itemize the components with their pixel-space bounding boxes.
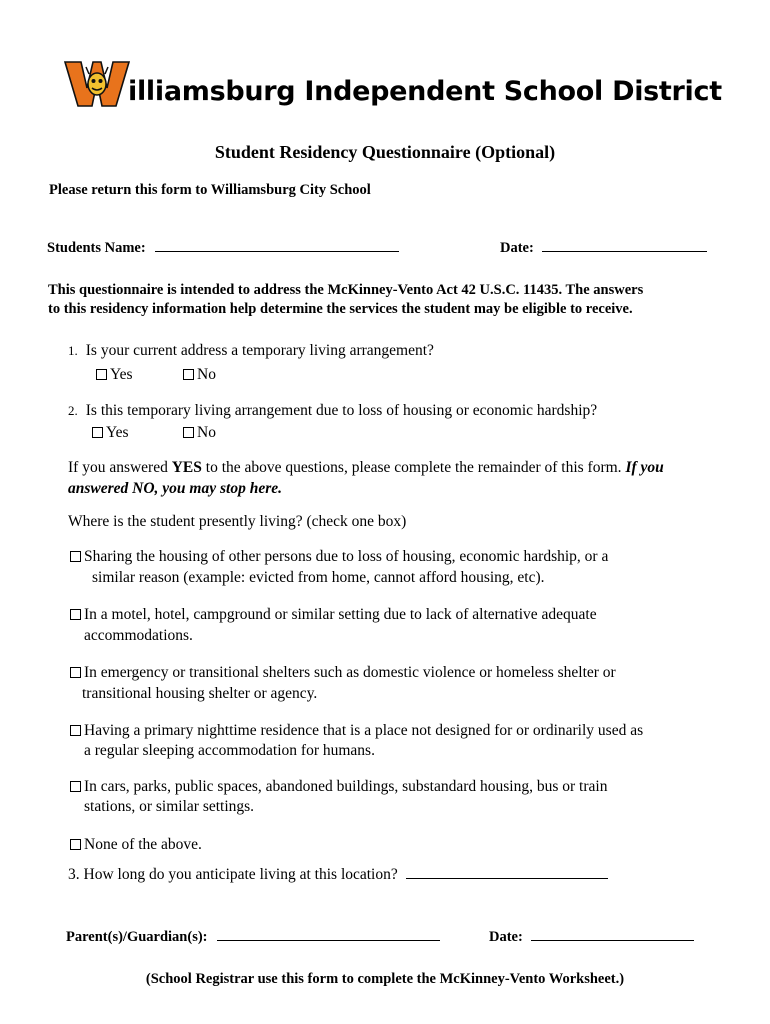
q2-no-option[interactable] xyxy=(183,424,216,442)
option-text: In emergency or transitional shelters such as domestic violence or homeless shelter or xyxy=(84,664,616,681)
guardian-label: Parent(s)/Guardian(s): xyxy=(66,929,208,945)
checkbox[interactable] xyxy=(70,725,81,736)
student-name-label: Students Name: xyxy=(47,240,146,256)
intro-line-1: This questionnaire is intended to address the McKinney-Vento Act 42 U.S.C. 11435. The answers xyxy=(48,282,644,298)
question-3 xyxy=(68,866,608,884)
student-name-field[interactable] xyxy=(155,251,399,252)
instruction-text-after: to the above questions, please complete the remainder of this form. xyxy=(201,459,626,476)
living-option-sharing[interactable] xyxy=(70,548,608,566)
living-prompt: Where is the student presently living? (check one box) xyxy=(68,513,407,530)
question-3-text: 3. How long do you anticipate living at this location? xyxy=(68,866,398,883)
option-text: Sharing the housing of other persons due to loss of housing, economic hardship, or a xyxy=(84,548,609,565)
living-option-motel[interactable] xyxy=(70,606,597,624)
instruction-stop-part-1: If you xyxy=(625,459,664,476)
intro-line-2: to this residency information help determine the services the student may be eligible to receive. xyxy=(48,301,633,317)
q1-no-option[interactable] xyxy=(183,366,216,384)
return-note: Please return this form to Williamsburg City School xyxy=(49,182,371,198)
student-date-row xyxy=(500,240,707,257)
student-date-field[interactable] xyxy=(542,251,707,252)
living-option-cars-cont: stations, or similar settings. xyxy=(84,798,255,815)
living-option-shelter[interactable] xyxy=(70,664,616,682)
guardian-date-field[interactable] xyxy=(531,940,694,941)
instruction-stop-part-2: answered NO, you may stop here. xyxy=(68,480,282,497)
checkbox[interactable] xyxy=(70,781,81,792)
living-option-cars[interactable] xyxy=(70,778,607,796)
question-3-field[interactable] xyxy=(406,878,608,879)
student-name-row xyxy=(47,240,399,257)
question-1 xyxy=(68,342,434,360)
guardian-date-row xyxy=(489,929,694,946)
question-2 xyxy=(68,402,597,420)
checkbox[interactable] xyxy=(183,427,194,438)
checkbox[interactable] xyxy=(70,667,81,678)
district-name: illiamsburg Independent School District xyxy=(128,76,722,107)
checkbox[interactable] xyxy=(183,369,194,380)
district-logo xyxy=(64,60,130,108)
no-label: No xyxy=(197,424,216,441)
guardian-row xyxy=(66,929,440,946)
checkbox[interactable] xyxy=(70,609,81,620)
yes-label: Yes xyxy=(110,366,133,383)
footer-note: (School Registrar use this form to complete the McKinney-Vento Worksheet.) xyxy=(145,971,625,987)
question-number: 2. xyxy=(68,403,78,418)
option-text: In a motel, hotel, campground or similar setting due to lack of alternative adequate xyxy=(84,606,597,623)
question-text: Is your current address a temporary living arrangement? xyxy=(85,342,434,359)
checkbox[interactable] xyxy=(70,551,81,562)
living-option-nighttime[interactable] xyxy=(70,722,643,740)
checkbox[interactable] xyxy=(70,839,81,850)
living-option-none[interactable] xyxy=(70,836,202,854)
living-option-shelter-cont: transitional housing shelter or agency. xyxy=(82,685,318,702)
question-text: Is this temporary living arrangement due to loss of housing or economic hardship? xyxy=(85,402,598,419)
q1-yes-option[interactable] xyxy=(96,366,133,384)
guardian-date-label: Date: xyxy=(489,929,523,945)
living-option-motel-cont: accommodations. xyxy=(84,627,193,644)
instruction-line-2 xyxy=(68,480,282,498)
student-date-label: Date: xyxy=(500,240,534,256)
instruction-yes: YES xyxy=(171,459,202,476)
living-option-nighttime-cont: a regular sleeping accommodation for humans. xyxy=(84,742,375,759)
checkbox[interactable] xyxy=(92,427,103,438)
option-text: None of the above. xyxy=(84,836,202,853)
guardian-field[interactable] xyxy=(217,940,440,941)
question-number: 1. xyxy=(68,343,78,358)
option-text: Having a primary nighttime residence that is a place not designed for or ordinarily used as xyxy=(84,722,644,739)
option-text: In cars, parks, public spaces, abandoned buildings, substandard housing, bus or train xyxy=(84,778,608,795)
form-title: Student Residency Questionnaire (Optional) xyxy=(214,142,556,162)
instruction-line-1 xyxy=(68,459,664,477)
yes-label: Yes xyxy=(106,424,129,441)
q2-yes-option[interactable] xyxy=(92,424,129,442)
hornet-w-logo-icon xyxy=(64,60,130,108)
checkbox[interactable] xyxy=(96,369,107,380)
no-label: No xyxy=(197,366,216,383)
instruction-text: If you answered xyxy=(68,459,172,476)
living-option-sharing-cont: similar reason (example: evicted from home, cannot afford housing, etc). xyxy=(92,569,545,586)
